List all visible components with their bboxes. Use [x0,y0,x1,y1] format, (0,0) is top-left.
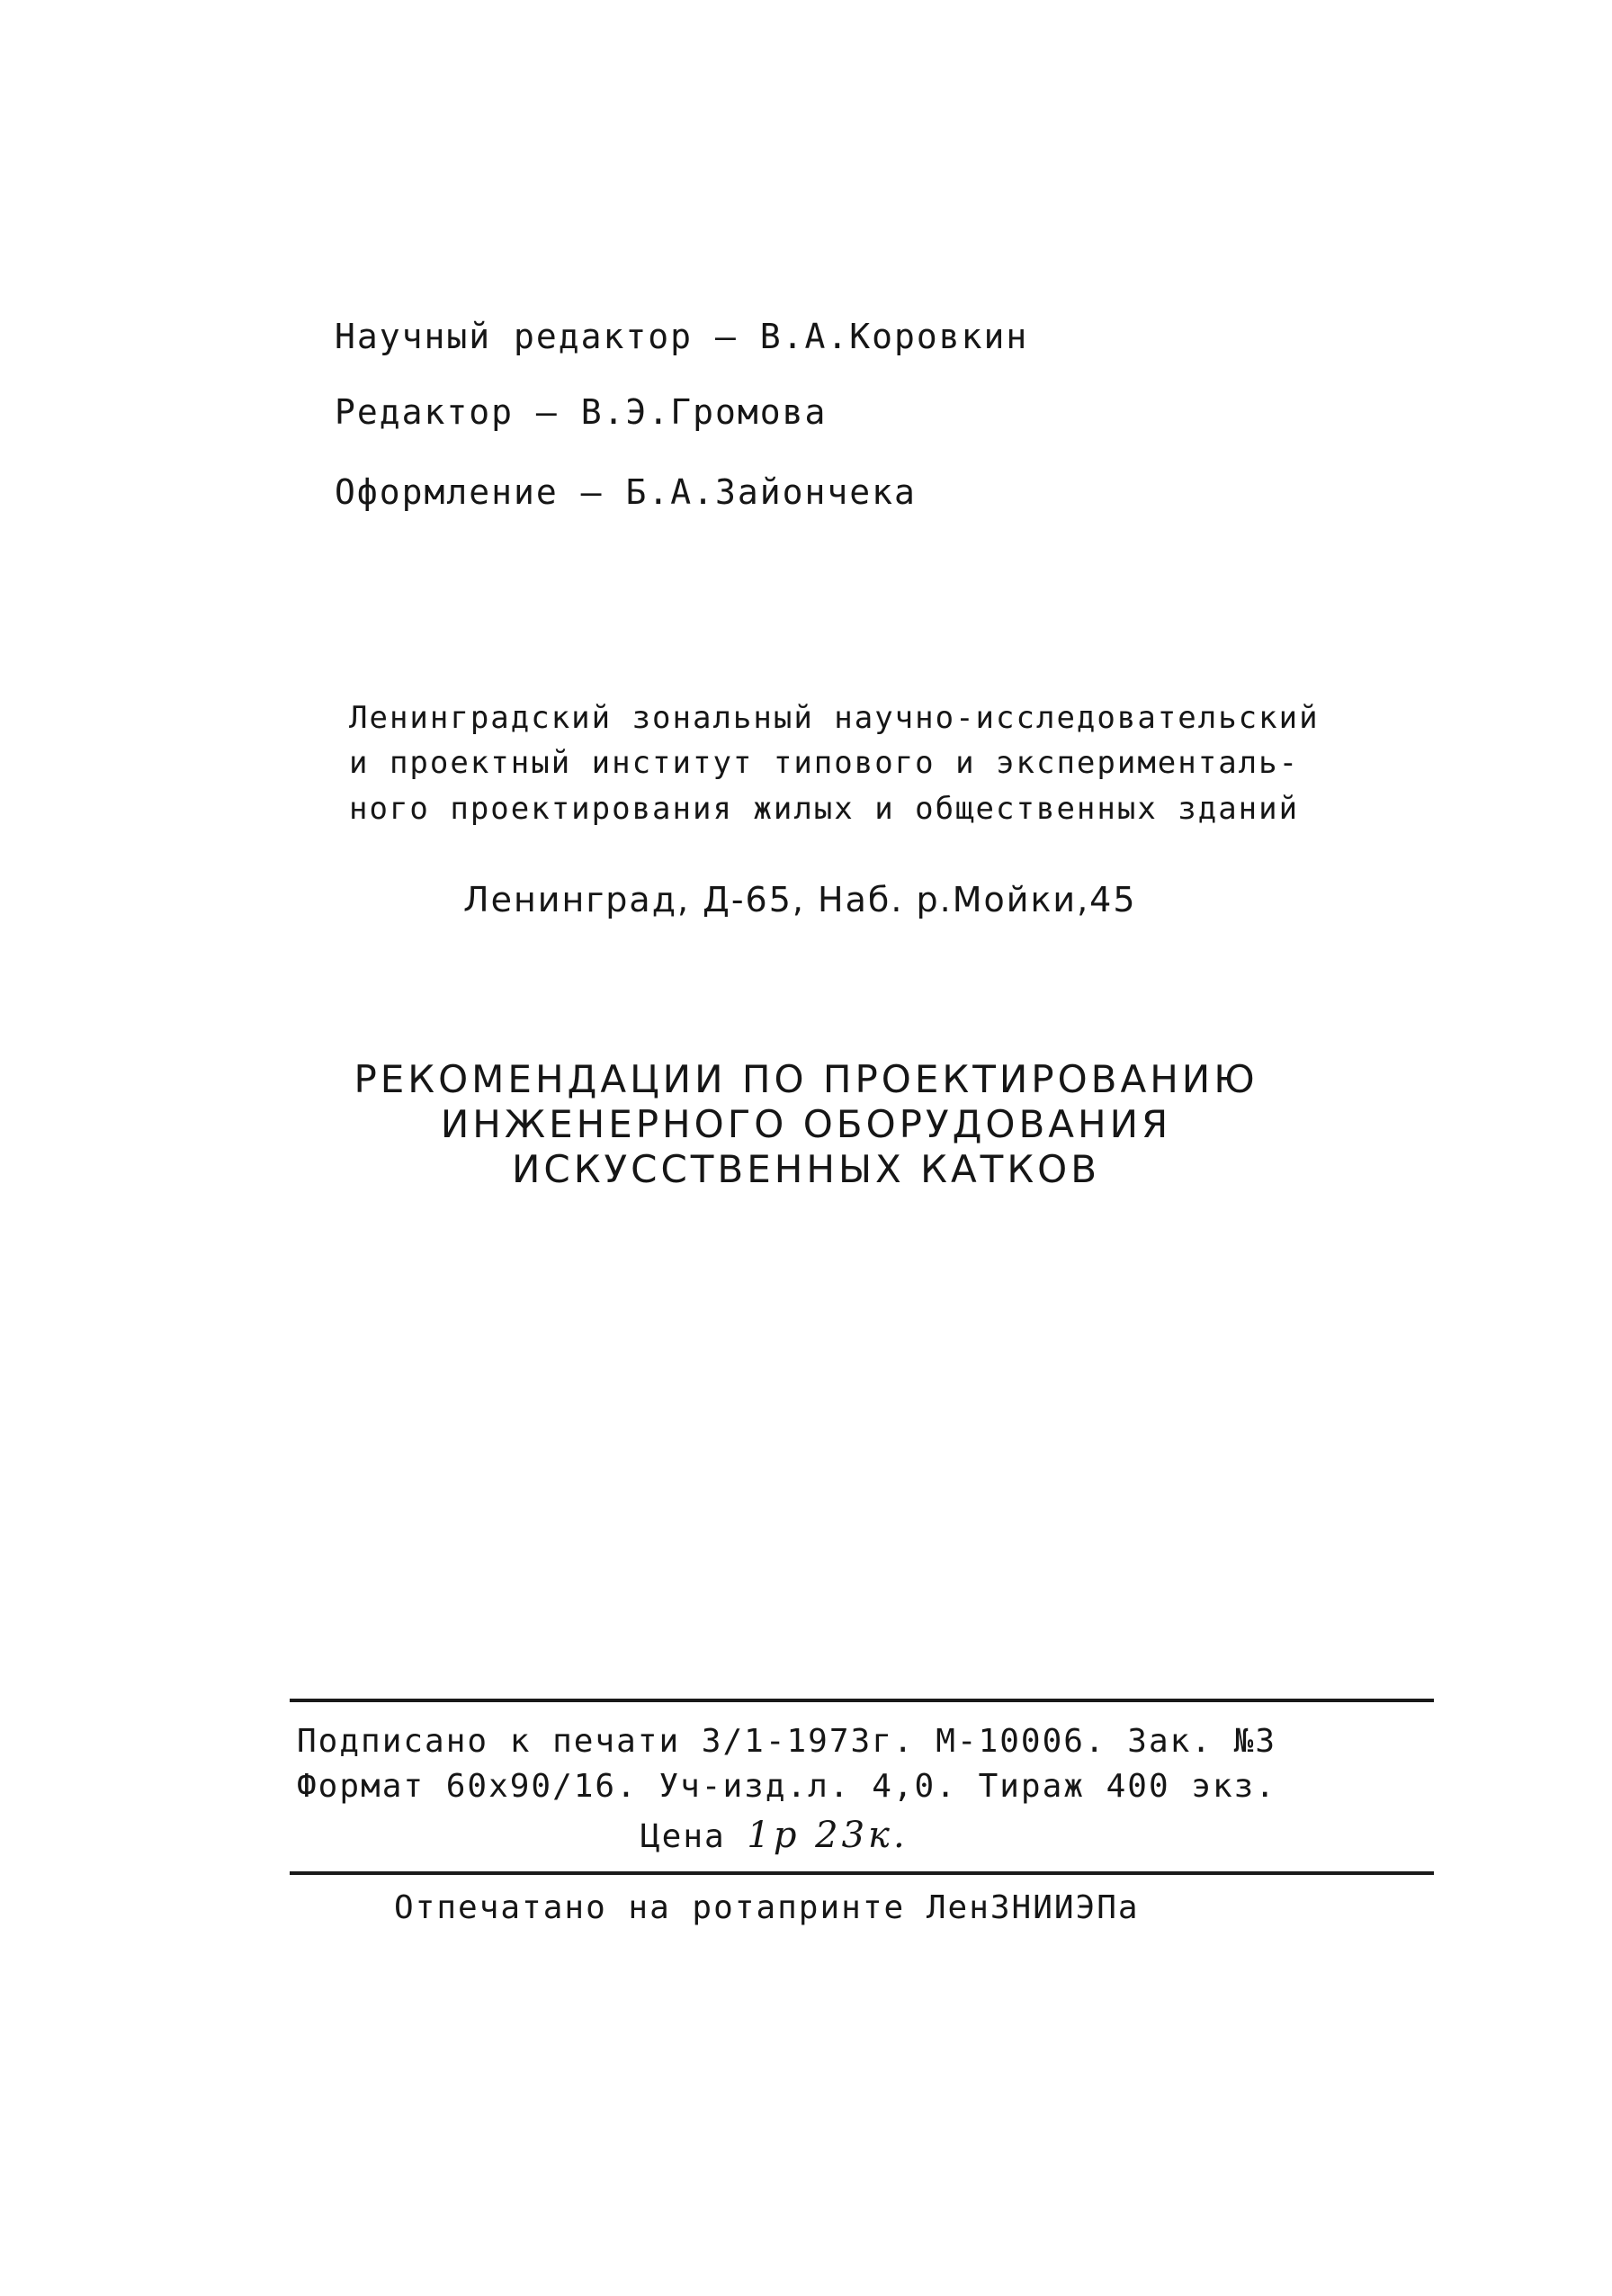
credit-name: В.Э.Громова [580,392,828,432]
imprint-signed-line: Подписано к печати 3/1-1973г. М-10006. Зак. №3 [297,1723,1276,1760]
document-title-line-1: РЕКОМЕНДАЦИИ ПО ПРОЕКТИРОВАНИЮ [354,1057,1258,1101]
institute-line-2: и проектный институт типового и эксперименталь- [349,745,1300,781]
credit-name: Б.А.Зайончека [625,472,917,512]
credit-separator: – [714,317,738,356]
credit-role: Научный редактор [335,317,694,356]
institute-line-1: Ленинградский зональный научно-исследовательский [349,700,1320,736]
credit-design [335,472,917,512]
credit-separator: – [580,472,604,512]
institute-line-3: ного проектирования жилых и общественных зданий [349,791,1300,827]
imprint-printed-line: Отпечатано на ротапринте ЛенЗНИИЭПа [394,1889,1140,1926]
price-value: 1р 23к. [747,1815,909,1856]
credit-role: Редактор [335,392,515,432]
credit-role: Оформление [335,472,559,512]
credit-scientific-editor [335,317,1028,356]
credit-editor [335,392,827,432]
credit-separator: – [535,392,559,432]
imprint-top-rule [290,1699,1434,1702]
imprint-price-line [640,1815,909,1856]
institute-address: Ленинград, Д-65, Наб. р.Мойки,45 [463,880,1137,919]
document-title-line-2: ИНЖЕНЕРНОГО ОБОРУДОВАНИЯ [440,1102,1172,1146]
imprint-bottom-rule [290,1871,1434,1875]
document-title-line-3: ИСКУССТВЕННЫХ КАТКОВ [511,1147,1101,1191]
credit-name: В.А.Коровкин [759,317,1029,356]
price-label: Цена [640,1818,726,1855]
imprint-format-line: Формат 60х90/16. Уч-изд.л. 4,0. Тираж 400 экз. [297,1768,1276,1805]
